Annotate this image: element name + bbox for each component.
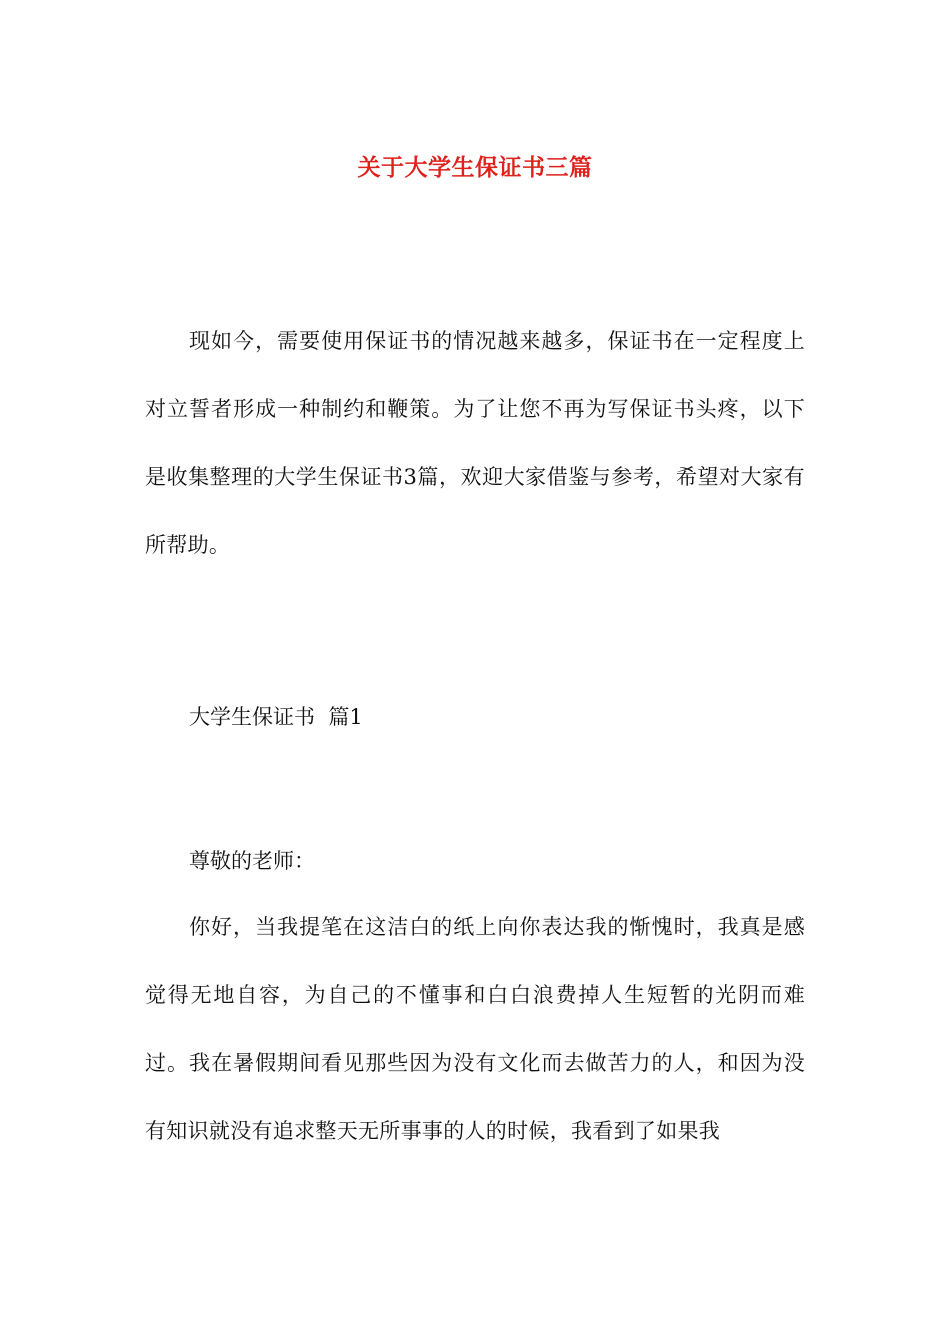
document-title: 关于大学生保证书三篇 [357,154,593,182]
intro-paragraph: 现如今，需要使用保证书的情况越来越多，保证书在一定程度上对立誓者形成一种制约和鞭策。为了让您不再为写保证书头疼，以下是收集整理的大学生保证书3篇，欢迎大家借鉴与参考，希望对大家有所帮助。 [145,329,805,557]
letter-body-paragraph: 你好，当我提笔在这洁白的纸上向你表达我的惭愧时，我真是感觉得无地自容，为自己的不懂事和白白浪费掉人生短暂的光阴而难过。我在暑假期间看见那些因为没有文化而去做苦力的人，和因为没有知识就没有追求整天无所事事的人的时候，我看到了如果我 [145,915,805,1143]
letter-salutation: 尊敬的老师： [189,849,315,873]
section-heading: 大学生保证书 篇1 [189,705,363,729]
